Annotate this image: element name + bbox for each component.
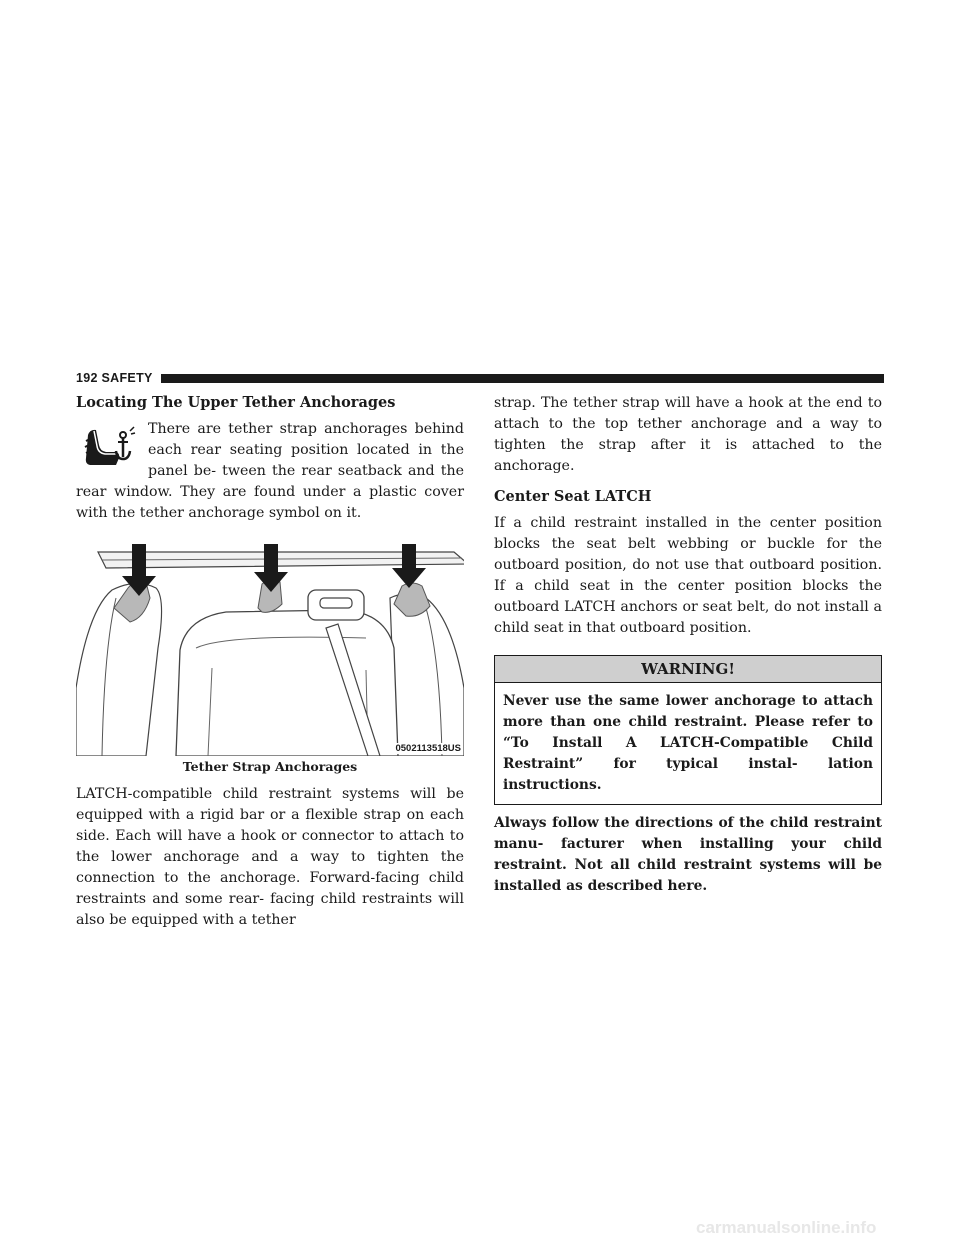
tether-continued-paragraph: strap. The tether strap will have a hook at the end to attach to the top tether anchorage and a way to tighten the strap after it is attached to the anchorage. <box>494 395 882 474</box>
watermark-text: carmanualsonline.info <box>696 1218 877 1237</box>
warning-body: Never use the same lower anchorage to attach more than one child restraint. Please refer to “To Install A LATCH-Compatible Child Restraint” for typical instal- lation instructions. <box>503 693 873 793</box>
section-heading-tether: Locating The Upper Tether Anchorages <box>76 394 396 411</box>
figure-code: 0502113518US <box>395 743 461 754</box>
header-rule <box>161 374 884 383</box>
figure-caption: Tether Strap Anchorages <box>182 759 358 774</box>
center-latch-paragraph: If a child restraint installed in the center position blocks the seat belt webbing or buckle for the outboard position, do not use that outboard position. If a child seat in the center position blocks the outboard LATCH anchors or seat belt, do not install a child seat in that outboard position. <box>494 515 882 636</box>
latch-paragraph: LATCH-compatible child restraint systems will be equipped with a rigid bar or a flexible strap on each side. Each will have a hook or connector to attach to the lower anchorage and a way to tighten the connection to the anchorage. Forward-facing child restraints and some rear- facing child restraints will also be equipped with a tether <box>76 786 464 928</box>
tether-intro-paragraph: There are tether strap anchorages behind each rear seating position located in the panel be- tween the rear seatback and the rear window. They are found under a plastic cover with the tether anchorage symbol on it. <box>76 421 464 521</box>
left-column <box>76 393 464 931</box>
right-column <box>494 393 882 897</box>
tether-strap-figure <box>76 538 464 756</box>
follow-directions-paragraph: Always follow the directions of the child restraint manu- facturer when installing your child restraint. Not all child restraint systems will be installed as described here. <box>494 815 882 894</box>
warning-box <box>494 655 882 805</box>
tether-strap-illustration <box>76 538 464 756</box>
section-heading-center-latch: Center Seat LATCH <box>494 488 652 505</box>
page-header <box>76 370 884 386</box>
page-number-section: 192 SAFETY <box>76 371 153 385</box>
tether-anchor-symbol-icon <box>76 419 142 479</box>
warning-title: WARNING! <box>495 656 881 683</box>
